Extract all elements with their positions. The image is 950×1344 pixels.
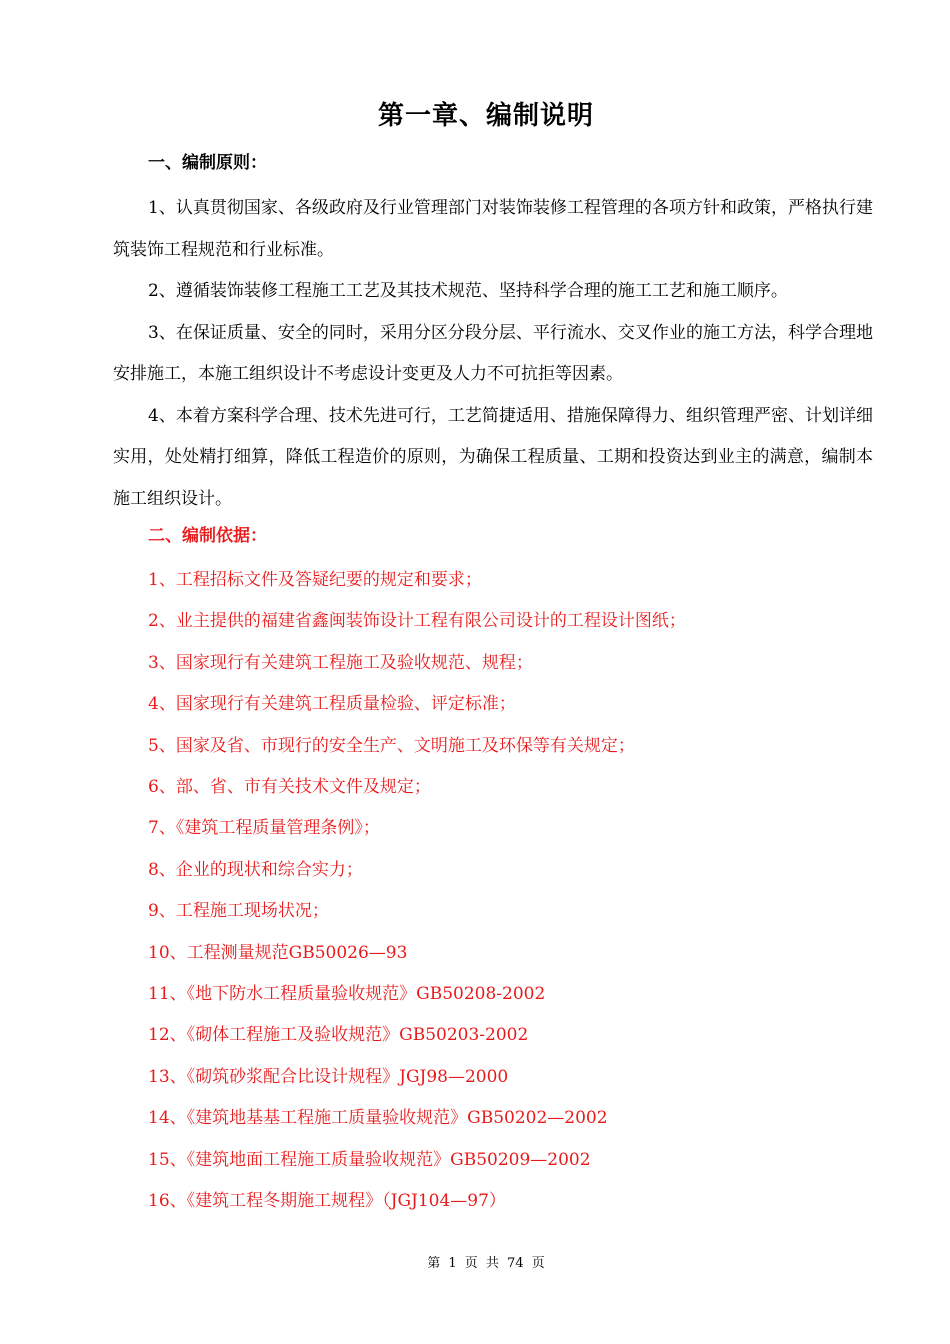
- page-title: 第一章、编制说明: [377, 101, 594, 131]
- principle-paragraph: 2、遵循装饰装修工程施工工艺及其技术规范、坚持科学合理的施工工艺和施工顺序。: [148, 281, 788, 301]
- list-item: 4、国家现行有关建筑工程质量检验、评定标准；: [148, 694, 516, 715]
- list-item: 16、《建筑工程冬期施工规程》（JGJ104—97）: [148, 1191, 506, 1212]
- list-item: 10、工程测量规范GB50026—93: [148, 942, 408, 963]
- list-item: 7、《建筑工程质量管理条例》；: [148, 818, 380, 839]
- list-item: 12、《砌体工程施工及验收规范》GB50203-2002: [148, 1025, 529, 1046]
- section-heading-basis: 二、编制依据：: [148, 526, 267, 546]
- list-item: 5、国家及省、市现行的安全生产、文明施工及环保等有关规定；: [148, 735, 635, 756]
- principles-section: [113, 188, 873, 520]
- list-item: 2、业主提供的福建省鑫闽装饰设计工程有限公司设计的工程设计图纸；: [148, 611, 686, 632]
- principle-paragraph: 3、在保证质量、安全的同时，采用分区分段分层、平行流水、交叉作业的施工方法，科学合理地安排施工，本施工组织设计不考虑设计变更及人力不可抗拒等因素。: [113, 322, 873, 384]
- list-item: 1、工程招标文件及答疑纪要的规定和要求；: [148, 570, 482, 590]
- basis-list: [148, 560, 868, 1223]
- principle-paragraph: 1、认真贯彻国家、各级政府及行业管理部门对装饰装修工程管理的各项方针和政策，严格执行建筑装饰工程规范和行业标准。: [113, 198, 873, 260]
- list-item: 15、《建筑地面工程施工质量验收规范》GB50209—2002: [148, 1149, 591, 1170]
- list-item: 9、工程施工现场状况；: [148, 901, 329, 922]
- list-item: 11、《地下防水工程质量验收规范》GB50208-2002: [148, 984, 546, 1005]
- list-item: 3、国家现行有关建筑工程施工及验收规范、规程；: [148, 652, 533, 673]
- page-footer: 第 1 页 共 74 页: [427, 1256, 545, 1271]
- principle-paragraph: 4、本着方案科学合理、技术先进可行，工艺简捷适用、措施保障得力、组织管理严密、计划详细实用，处处精打细算，降低工程造价的原则，为确保工程质量、工期和投资达到业主的满意，编制本施工组织设计。: [113, 405, 873, 509]
- list-item: 13、《砌筑砂浆配合比设计规程》JGJ98—2000: [148, 1066, 509, 1087]
- list-item: 6、部、省、市有关技术文件及规定；: [148, 777, 431, 798]
- list-item: 8、企业的现状和综合实力；: [148, 859, 363, 880]
- list-item: 14、《建筑地基基工程施工质量验收规范》GB50202—2002: [148, 1108, 608, 1129]
- section-heading-principles: 一、编制原则：: [148, 153, 267, 173]
